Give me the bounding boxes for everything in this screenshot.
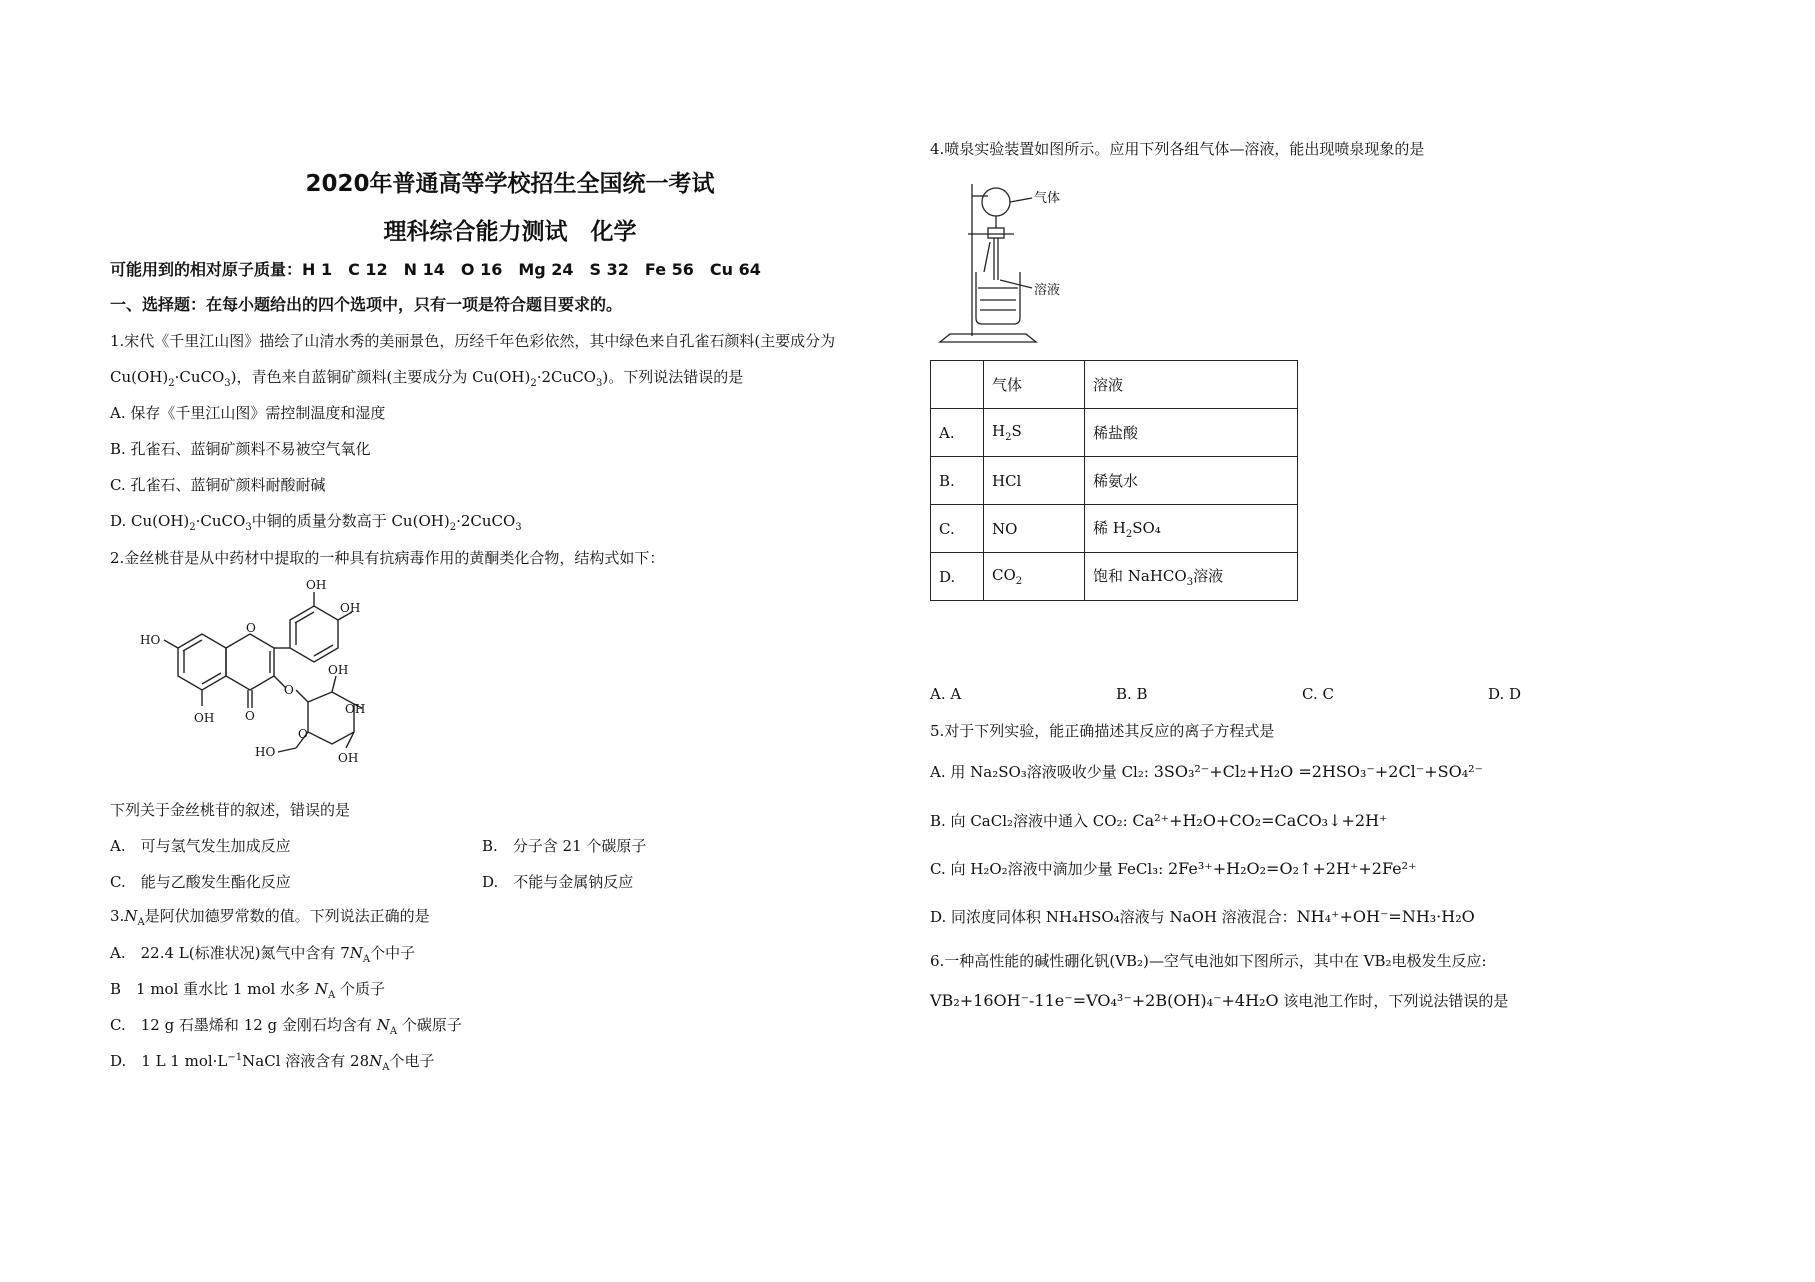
label-oh-top: OH: [306, 578, 327, 592]
row-label: D.: [931, 553, 984, 601]
row-label: C.: [931, 505, 984, 553]
gas-cell: $CO_2$: [984, 553, 1085, 601]
label-ether-o: O: [284, 683, 294, 697]
q3-option-a: A. 22.4 L(标准状况)氮气中含有 $7N_A$个中子: [110, 944, 416, 965]
gas-cell: $H_2S$: [984, 409, 1085, 457]
q5-option-a: A. 用 Na₂SO₃溶液吸收少量 Cl₂: 3SO₃²⁻+Cl₂+H₂O =2HSO₃⁻+2Cl⁻+SO₄²⁻: [930, 762, 1483, 781]
q2-question: 下列关于金丝桃苷的叙述，错误的是: [110, 801, 351, 819]
q1-option-b: B. 孔雀石、蓝铜矿颜料不易被空气氧化: [110, 440, 371, 458]
q1-option-a: A. 保存《千里江山图》需控制温度和湿度: [110, 404, 386, 422]
q3-option-d: D. 1 L 1 $mol\cdot L^{-1}NaCl$ 溶液含有 $28N_A$个电子: [110, 1052, 435, 1073]
q6-equation-line: VB₂+16OH⁻-11e⁻=VO₄³⁻+2B(OH)₄⁻+4H₂O 该电池工作时，下列说法错误的是: [930, 991, 1509, 1010]
section-heading: 一、选择题：在每小题给出的四个选项中，只有一项是符合题目要求的。: [110, 295, 623, 314]
solution-cell: 饱和 NaHCO$_3$溶液: [1085, 553, 1298, 601]
row-label: B.: [931, 457, 984, 505]
q1-stem-line2: $Cu(OH)_2\cdot CuCO_3$)，青色来自蓝铜矿颜料(主要成分为 $Cu(OH)_2\cdot 2CuCO_3$)。下列说法错误的是: [110, 368, 744, 389]
fig-gas-label: 气体: [1034, 191, 1061, 206]
solution-cell: 稀氨水: [1085, 457, 1298, 505]
label-oh-sugar1: OH: [328, 663, 349, 677]
q4-answer-b: B. B: [1116, 685, 1148, 703]
q5-option-d: D. 同浓度同体积 NH₄HSO₄溶液与 NaOH 溶液混合：NH₄⁺+OH⁻=NH₃·H₂O: [930, 907, 1475, 926]
atomic-masses: 可能用到的相对原子质量：H 1 C 12 N 14 O 16 Mg 24 S 32 Fe 56 Cu 64: [110, 260, 761, 279]
q2-option-d: D. 不能与金属钠反应: [482, 873, 634, 891]
q2-option-b: B. 分子含 21 个碳原子: [482, 837, 647, 855]
label-o-ring: O: [246, 621, 256, 635]
q3-option-b: B 1 mol 重水比 1 mol 水多 $N_A$ 个质子: [110, 980, 385, 1001]
label-oh-right: OH: [340, 601, 361, 615]
q4-answer-c: C. C: [1302, 685, 1334, 703]
label-o-sugar: O: [298, 727, 308, 741]
table-row: [931, 457, 1298, 505]
solution-cell: 稀 $H_2SO_4$: [1085, 505, 1298, 553]
q5-option-c: C. 向 H₂O₂溶液中滴加少量 FeCl₃: 2Fe³⁺+H₂O₂=O₂↑+2H⁺+2Fe²⁺: [930, 859, 1417, 878]
q2-stem: 2.金丝桃苷是从中药材中提取的一种具有抗病毒作用的黄酮类化合物，结构式如下：: [110, 549, 665, 567]
hyperoside-structure: [100, 578, 366, 790]
table-row: [931, 505, 1298, 553]
table-header-cell: [931, 361, 984, 409]
q4-answer-a: A. A: [930, 685, 962, 703]
q3-option-c: C. 12 g 石墨烯和 12 g 金刚石均含有 $N_A$ 个碳原子: [110, 1016, 462, 1037]
exam-title: 2020年普通高等学校招生全国统一考试: [305, 171, 715, 197]
gas-cell: HCl: [984, 457, 1085, 505]
label-ho-sugar: HO: [255, 745, 276, 759]
q1-stem-line1: 1.宋代《千里江山图》描绘了山清水秀的美丽景色，历经千年色彩依然，其中绿色来自孔雀石颜料(主要成分为: [110, 332, 836, 350]
solution-cell: 稀盐酸: [1085, 409, 1298, 457]
q6-stem: 6.一种高性能的碱性硼化钒(VB₂)—空气电池如下图所示，其中在 VB₂电极发生反应:: [930, 952, 1487, 970]
q5-stem: 5.对于下列实验，能正确描述其反应的离子方程式是: [930, 722, 1275, 740]
table-row: [931, 409, 1298, 457]
label-carbonyl-o: O: [245, 709, 255, 723]
label-oh-bottom: OH: [194, 711, 215, 725]
table-header-row: [931, 361, 1298, 409]
q2-option-c: C. 能与乙酸发生酯化反应: [110, 873, 291, 891]
table-header-cell: 溶液: [1085, 361, 1298, 409]
label-ho-left: HO: [140, 633, 161, 647]
table-row: [931, 553, 1298, 601]
q3-stem: $3.N_A$是阿伏加德罗常数的值。下列说法正确的是: [110, 907, 430, 928]
q1-option-c: C. 孔雀石、蓝铜矿颜料耐酸耐碱: [110, 476, 326, 494]
exam-subtitle: 理科综合能力测试 化学: [383, 219, 637, 245]
q4-stem: 4.喷泉实验装置如图所示。应用下列各组气体—溶液，能出现喷泉现象的是: [930, 140, 1425, 158]
fig-solution-label: 溶液: [1034, 283, 1061, 298]
q5-option-b: B. 向 CaCl₂溶液中通入 CO₂: Ca²⁺+H₂O+CO₂=CaCO₃↓+2H⁺: [930, 811, 1388, 830]
gas-cell: NO: [984, 505, 1085, 553]
q1-option-d: D. $Cu(OH)_2\cdot CuCO_3$中铜的质量分数高于 $Cu(OH)_2\cdot 2CuCO_3$: [110, 512, 522, 533]
fountain-apparatus: [930, 176, 1080, 346]
label-oh-sugar2: OH: [345, 702, 366, 716]
gas-solution-table: [930, 360, 1298, 601]
row-label: A.: [931, 409, 984, 457]
table-header-cell: 气体: [984, 361, 1085, 409]
label-oh-sugar3: OH: [338, 751, 359, 765]
q4-answer-d: D. D: [1488, 685, 1522, 703]
q2-option-a: A. 可与氢气发生加成反应: [110, 837, 291, 855]
